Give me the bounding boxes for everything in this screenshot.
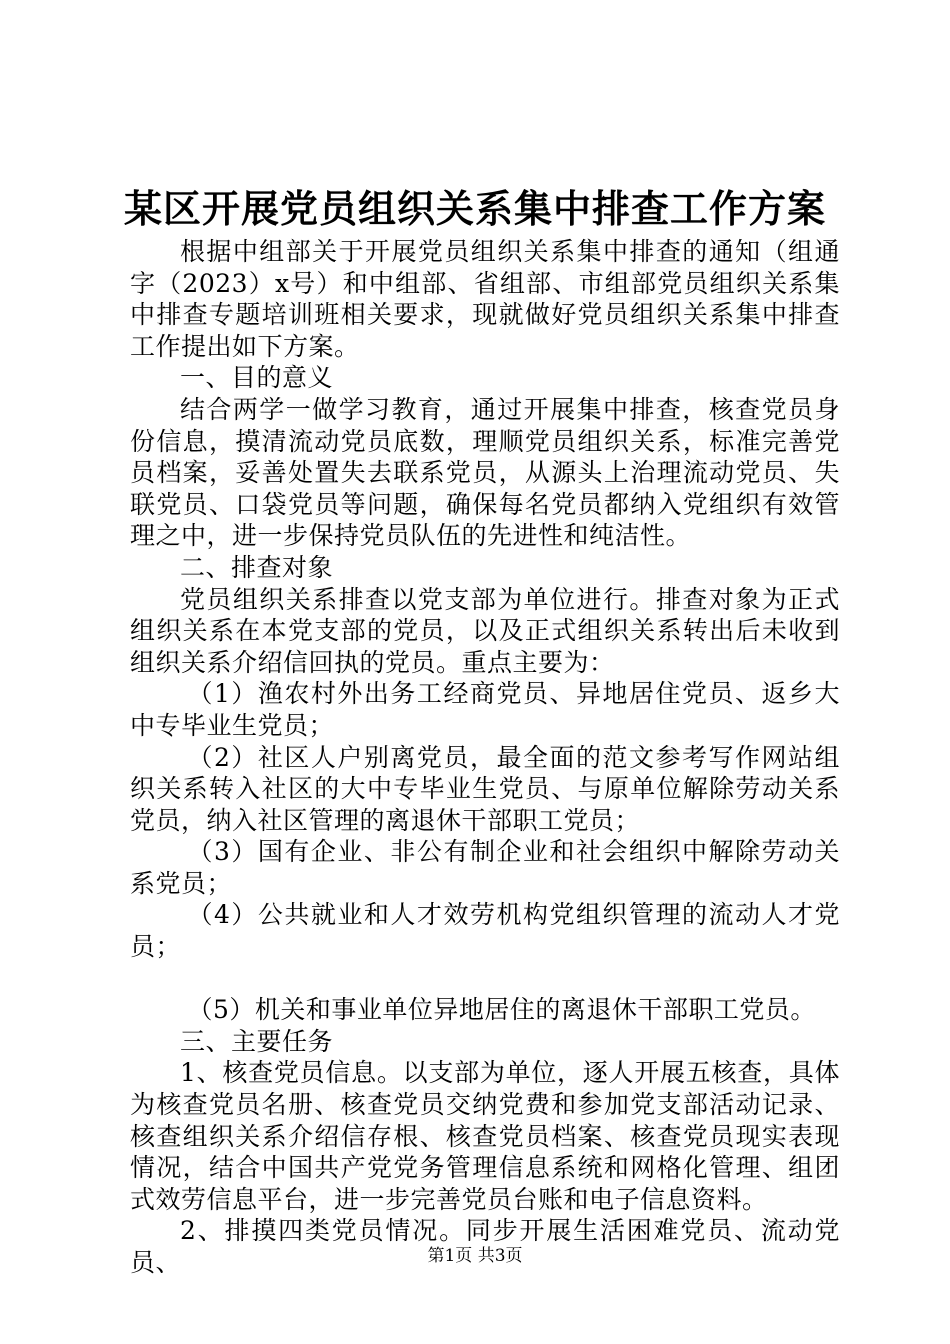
target-item-5: （5）机关和事业单位异地居住的离退休干部职工党员。	[187, 995, 816, 1025]
intro-paragraph: 根据中组部关于开展党员组织关系集中排查的通知（组通字（2023）x号）和中组部、省组部、市组部党员组织关系集中排查专题培训班相关要求，现就做好党员组织关系集中排查工作提出如下方案。	[130, 237, 840, 361]
section-heading-targets: 二、排查对象	[180, 552, 334, 582]
target-item-4: （4）公共就业和人才效劳机构党组织管理的流动人才党员；	[130, 900, 840, 962]
page-number: 第1页 共3页	[427, 1246, 523, 1266]
purpose-paragraph: 结合两学一做学习教育，通过开展集中排查，核查党员身份信息，摸清流动党员底数，理顺党员组织关系，标准完善党员档案，妥善处置失去联系党员，从源头上治理流动党员、失联党员、口袋党员等问题，确保每名党员都纳入党组织有效管理之中，进一步保持党员队伍的先进性和纯洁性。	[130, 394, 840, 551]
targets-paragraph: 党员组织关系排查以党支部为单位进行。排查对象为正式组织关系在本党支部的党员，以及正式组织关系转出后未收到组织关系介绍信回执的党员。重点主要为：	[130, 584, 840, 677]
target-item-1: （1）渔农村外出务工经商党员、异地居住党员、返乡大中专毕业生党员；	[130, 679, 840, 740]
section-heading-purpose: 一、目的意义	[180, 363, 334, 393]
task-paragraph-1: 1、核查党员信息。以支部为单位，逐人开展五核查，具体为核查党员名册、核查党员交纳党费和参加党支部活动记录、核查组织关系介绍信存根、核查党员档案、核查党员现实表现情况，结合中国共产党党务管理信息系统和网格化管理、组团式效劳信息平台，进一步完善党员台账和电子信息资料。	[130, 1058, 840, 1214]
document-body	[130, 236, 840, 1279]
target-item-2: （2）社区人户别离党员，最全面的范文参考写作网站组织关系转入社区的大中专毕业生党员、与原单位解除劳动关系党员，纳入社区管理的离退休干部职工党员；	[130, 742, 840, 835]
target-item-3: （3）国有企业、非公有制企业和社会组织中解除劳动关系党员；	[130, 837, 840, 898]
blank-line	[130, 963, 840, 995]
section-heading-tasks: 三、主要任务	[180, 1026, 334, 1056]
task-paragraph-2: 2、排摸四类党员情况。同步开展生活困难党员、流动党员、	[130, 1216, 840, 1277]
document-title: 某区开展党员组织关系集中排查工作方案	[123, 186, 826, 231]
